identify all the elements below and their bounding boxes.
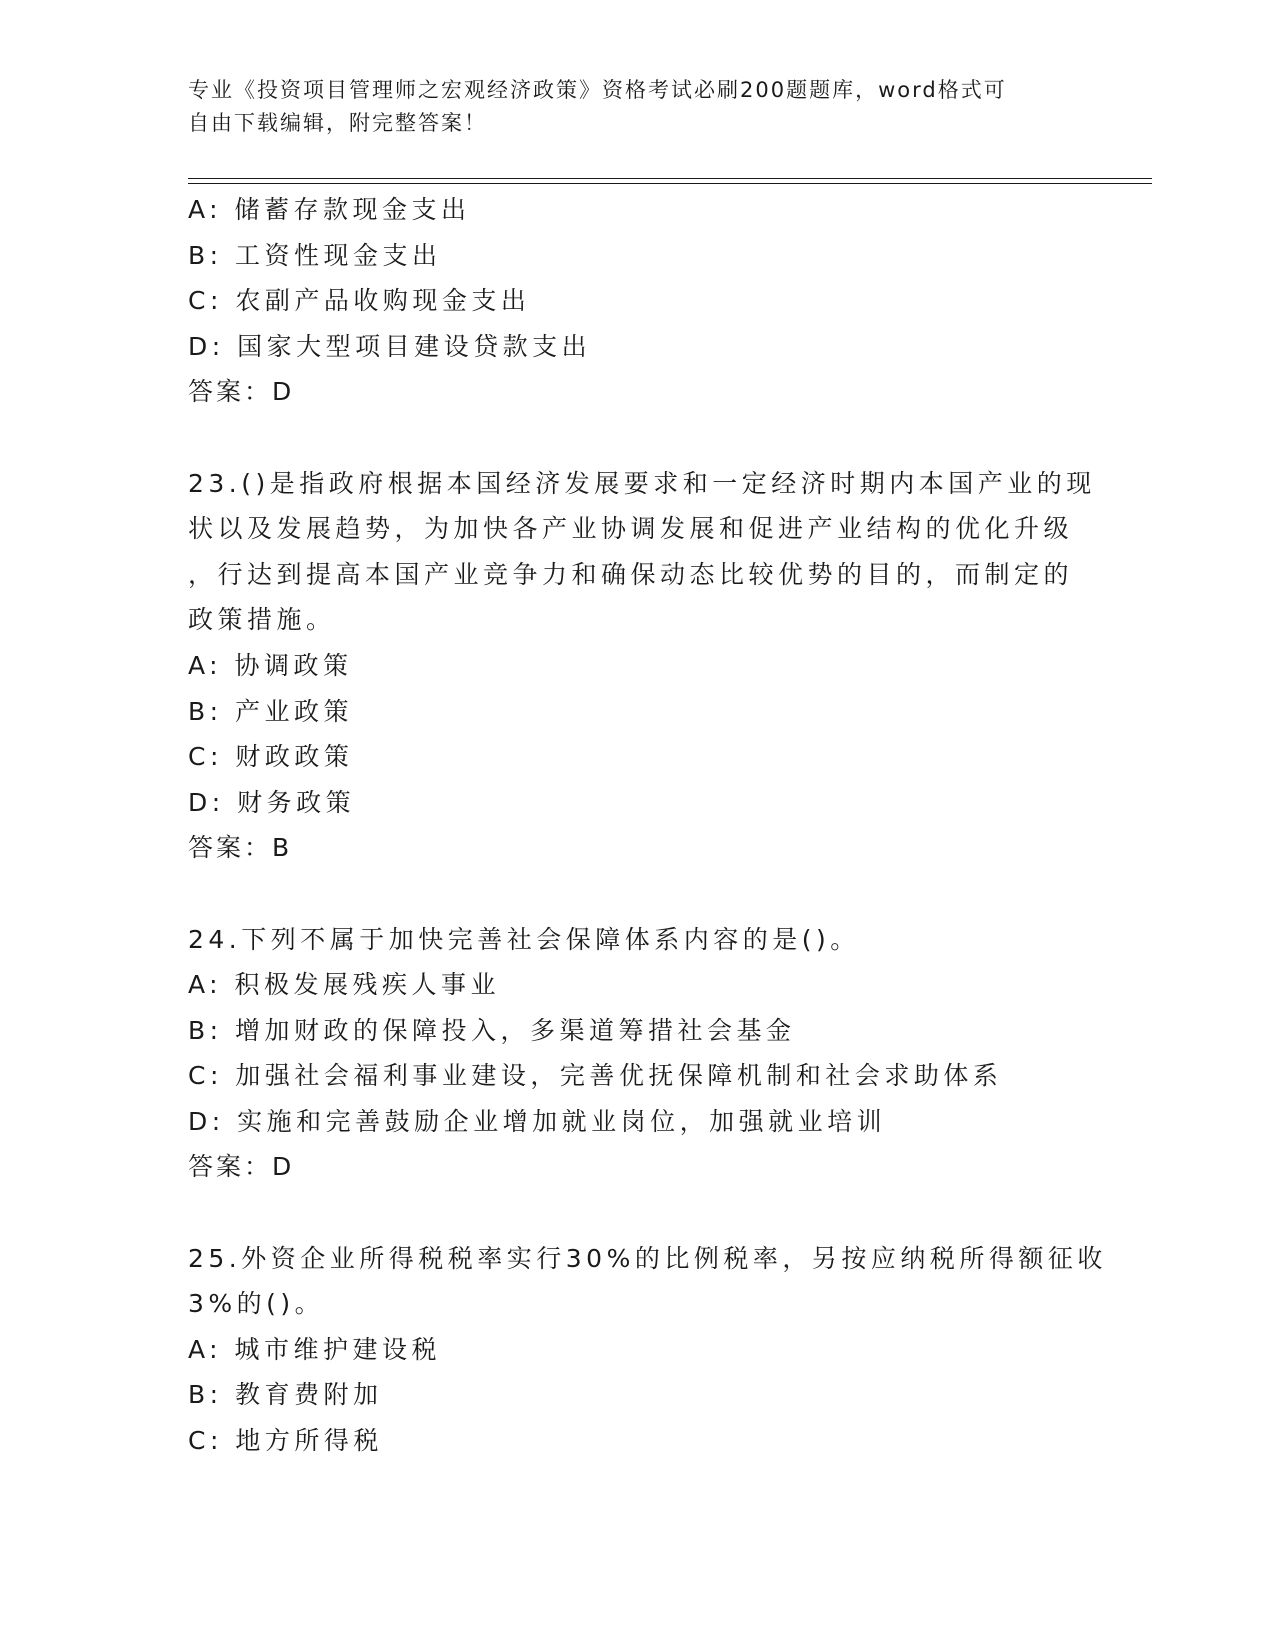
question-text-line: 24.下列不属于加快完善社会保障体系内容的是()。 [188, 924, 860, 954]
option-b: B: 教育费附加 [188, 1380, 383, 1410]
question-25 [188, 1236, 1107, 1464]
question-text-line: 23.()是指政府根据本国经济发展要求和一定经济时期内本国产业的现 [188, 468, 1096, 498]
question-24 [188, 917, 1088, 1191]
question-text-line: 政策措施。 [188, 605, 336, 635]
header-line-2: 自由下载编辑，附完整答案！ [188, 111, 487, 135]
answer: 答案：B [188, 833, 293, 863]
option-a: A: 积极发展残疾人事业 [188, 970, 501, 1000]
question-text-line: 3%的()。 [188, 1289, 325, 1319]
question-22 [188, 187, 1088, 415]
option-b: B: 增加财政的保障投入，多渠道筹措社会基金 [188, 1015, 796, 1045]
option-c: C: 财政政策 [188, 742, 354, 772]
option-a: A: 协调政策 [188, 650, 353, 680]
spacer [188, 415, 1088, 461]
document-header [188, 74, 1088, 140]
option-c: C: 地方所得税 [188, 1426, 383, 1456]
answer: 答案：D [188, 1152, 295, 1182]
option-a: A: 城市维护建设税 [188, 1334, 442, 1364]
option-c: C: 农副产品收购现金支出 [188, 286, 531, 316]
question-text-line: ，行达到提高本国产业竞争力和确保动态比较优势的目的，而制定的 [188, 559, 1074, 589]
answer: 答案：D [188, 377, 295, 407]
spacer [188, 871, 1088, 917]
header-divider-top [188, 178, 1152, 179]
question-text-line: 25.外资企业所得税税率实行30%的比例税率，另按应纳税所得额征收 [188, 1243, 1107, 1273]
option-b: B: 工资性现金支出 [188, 240, 442, 270]
option-d: D: 财务政策 [188, 787, 356, 817]
question-text-line: 状以及发展趋势，为加快各产业协调发展和促进产业结构的优化升级 [188, 514, 1074, 544]
option-b: B: 产业政策 [188, 696, 354, 726]
header-line-1: 专业《投资项目管理师之宏观经济政策》资格考试必刷200题题库，word格式可 [188, 78, 1007, 102]
option-d: D: 国家大型项目建设贷款支出 [188, 331, 592, 361]
question-23 [188, 461, 1096, 871]
spacer [188, 1190, 1088, 1236]
option-a: A: 储蓄存款现金支出 [188, 195, 471, 224]
question-list [188, 187, 1107, 1464]
option-d: D: 实施和完善鼓励企业增加就业岗位，加强就业培训 [188, 1106, 887, 1136]
option-c: C: 加强社会福利事业建设，完善优抚保障机制和社会求助体系 [188, 1061, 1003, 1091]
header-divider-bottom [188, 183, 1152, 184]
